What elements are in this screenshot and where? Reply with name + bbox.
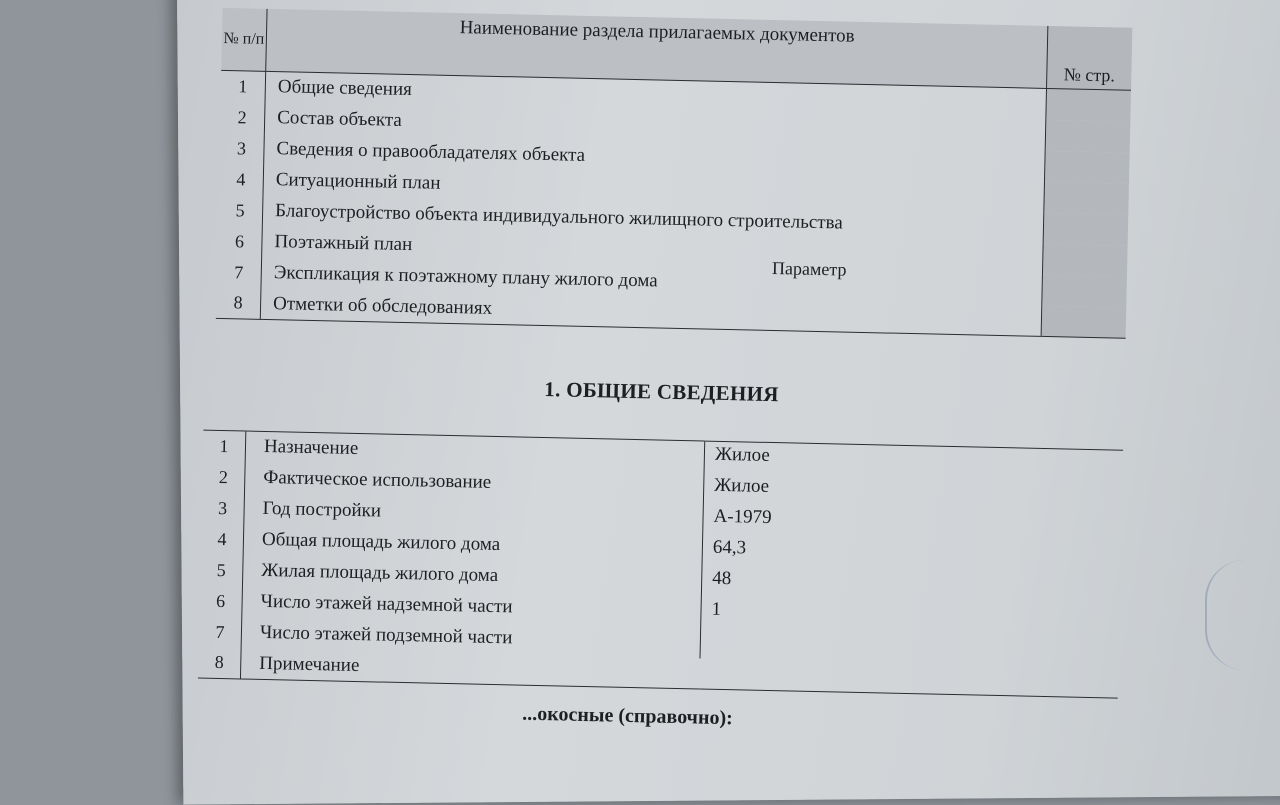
- param-label: Параметр: [771, 257, 847, 280]
- row-page: [1044, 181, 1129, 214]
- row-label: Год постройки: [244, 493, 704, 534]
- row-label: Число этажей надземной части: [242, 586, 702, 627]
- row-value: 48: [712, 567, 732, 589]
- section-title: 1. ОБЩИЕ СВЕДЕНИЯ: [544, 377, 779, 407]
- contents-table: [216, 8, 1133, 339]
- general-info-table: [198, 430, 1123, 699]
- row-number: 2: [202, 461, 245, 493]
- row-title: Ситуационный план: [275, 169, 441, 194]
- row-number: 2: [220, 101, 265, 133]
- row-page: [1046, 88, 1131, 121]
- row-label: Число этажей подземной части: [241, 617, 701, 658]
- row-number: 1: [203, 430, 246, 462]
- row-page: [1041, 305, 1126, 338]
- row-number: 1: [221, 70, 266, 102]
- row-page: [1043, 212, 1128, 245]
- row-title: Общие сведения: [277, 76, 413, 101]
- row-title: Сведения о правообладателях объекта: [276, 138, 586, 166]
- row-label: Общая площадь жилого дома: [243, 524, 703, 565]
- next-section-heading: ...окосные (справочно):: [522, 702, 734, 730]
- row-value: Жилое: [714, 474, 770, 497]
- toc-header-page: № стр.: [1047, 26, 1133, 90]
- row-value: 64,3: [712, 536, 747, 558]
- row-title: Экспликация к поэтажному плану жилого дома: [273, 262, 658, 292]
- row-title: Отметки об обследованиях: [260, 288, 1041, 336]
- row-page: [1042, 274, 1127, 307]
- row-value: 1: [711, 598, 722, 620]
- row-value: Жилое: [714, 443, 771, 466]
- row-number: 7: [216, 256, 261, 288]
- row-value: А-1979: [713, 505, 772, 528]
- row-title: Благоустройство объекта индивидуального жилищного строительства: [274, 200, 843, 234]
- row-label: Фактическое использование: [244, 462, 704, 503]
- row-number: 3: [219, 132, 264, 164]
- row-title: Состав объекта: [276, 107, 403, 131]
- row-number: 8: [198, 647, 241, 679]
- stamp-mark: [1205, 560, 1267, 670]
- row-number: 6: [199, 585, 242, 617]
- row-number: 3: [201, 492, 244, 524]
- row-number: 6: [217, 225, 262, 257]
- row-page: [1042, 243, 1127, 276]
- row-page: [1044, 150, 1129, 183]
- row-page: [1045, 119, 1130, 152]
- row-title: Поэтажный план: [274, 231, 413, 256]
- toc-header-num: № п/п: [221, 8, 267, 71]
- row-number: 7: [199, 616, 242, 648]
- row-label: Назначение: [245, 431, 705, 472]
- row-number: 5: [200, 554, 243, 586]
- row-number: 8: [216, 287, 261, 319]
- row-number: 5: [218, 194, 263, 226]
- toc-header-title: Наименование раздела прилагаемых документов: [266, 9, 1048, 89]
- row-label: Жилая площадь жилого дома: [242, 555, 702, 596]
- row-number: 4: [201, 523, 244, 555]
- row-number: 4: [219, 163, 264, 195]
- row-label: Примечание: [240, 648, 700, 689]
